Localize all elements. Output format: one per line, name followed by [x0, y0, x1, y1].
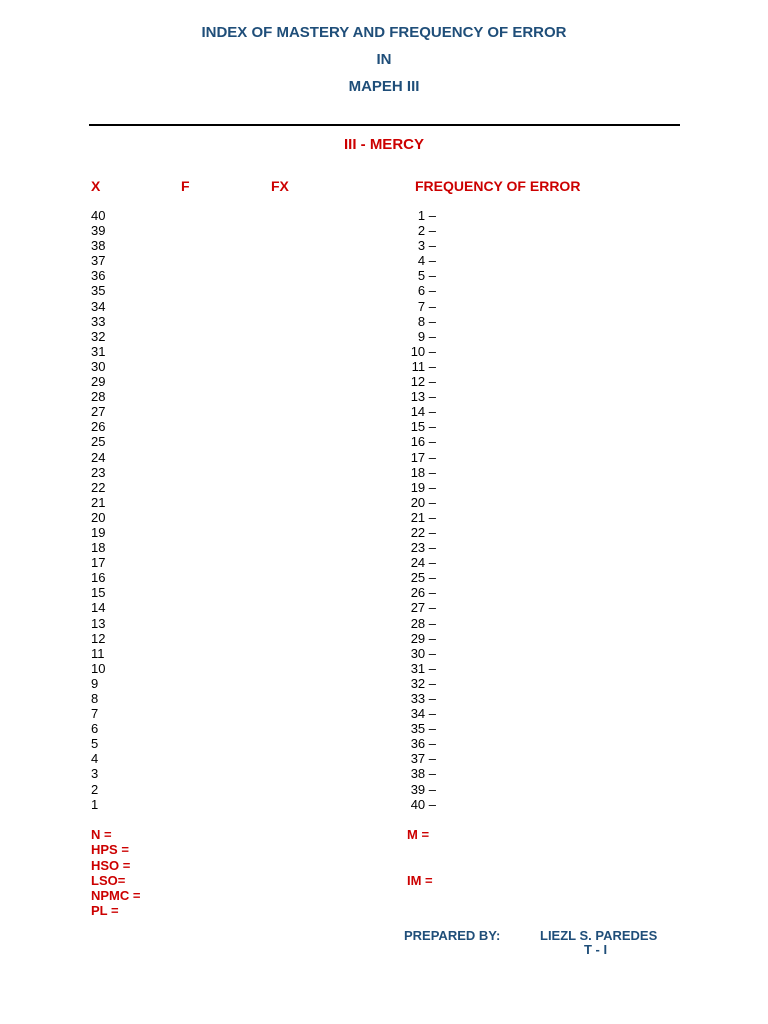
x-value: 26: [91, 419, 106, 435]
error-item: 38 –: [410, 766, 436, 782]
stat-hps: HPS =: [91, 842, 129, 858]
x-value: 10: [91, 660, 106, 676]
stat-hso: HSO =: [91, 857, 131, 873]
stat-im: IM =: [407, 873, 433, 888]
x-value: 8: [91, 691, 99, 706]
stat-n: N =: [91, 827, 112, 842]
error-item: 4 –: [417, 253, 436, 269]
x-value: 16: [91, 570, 106, 586]
x-value: 13: [91, 615, 106, 631]
error-item: 37 –: [410, 751, 436, 767]
stat-pl: PL =: [91, 903, 119, 919]
x-value: 31: [91, 343, 106, 359]
error-item: 35 –: [410, 721, 436, 737]
x-value: 20: [91, 509, 106, 525]
error-item: 12 –: [410, 374, 436, 390]
error-item: 21 –: [410, 509, 436, 525]
error-item: 28 –: [410, 615, 436, 631]
error-item: 1 –: [417, 208, 436, 223]
error-item: 11 –: [411, 358, 436, 374]
x-value: 29: [91, 374, 106, 390]
error-item: 3 –: [417, 238, 436, 254]
error-item: 20 –: [410, 494, 436, 510]
section-title: III - MERCY: [343, 136, 424, 153]
x-value: 11: [91, 645, 105, 661]
error-item: 6 –: [417, 283, 436, 299]
column-header-fx: FX: [271, 178, 289, 194]
statistics-list: [91, 827, 140, 919]
x-value: 39: [91, 223, 106, 239]
x-value: 3: [91, 766, 99, 782]
x-values-list: [91, 208, 105, 812]
prepared-by-label: PREPARED BY:: [404, 928, 501, 943]
x-value: 15: [91, 585, 106, 601]
x-value: 9: [91, 675, 99, 691]
error-item: 8 –: [417, 313, 436, 329]
error-items-list: [396, 208, 436, 812]
error-item: 32 –: [410, 675, 436, 691]
x-value: 12: [91, 630, 106, 646]
error-item: 22 –: [410, 524, 436, 540]
error-item: 40 –: [410, 796, 436, 812]
error-item: 2 –: [417, 223, 436, 239]
error-item: 29 –: [410, 630, 436, 646]
error-item: 27 –: [410, 600, 436, 616]
stat-npmc: NPMC =: [91, 888, 141, 904]
stat-lso: LSO=: [91, 872, 126, 888]
title-line-3: MAPEH III: [348, 78, 420, 95]
x-value: 18: [91, 540, 106, 556]
x-value: 22: [91, 479, 106, 495]
error-item: 25 –: [410, 570, 436, 586]
column-header-frequency-of-error: FREQUENCY OF ERROR: [415, 178, 581, 194]
title-line-2: IN: [376, 51, 392, 68]
error-item: 17 –: [410, 449, 436, 465]
x-value: 24: [91, 449, 106, 465]
x-value: 25: [91, 434, 106, 450]
x-value: 17: [91, 555, 106, 571]
x-value: 37: [91, 253, 106, 269]
title-line-1: INDEX OF MASTERY AND FREQUENCY OF ERROR: [201, 24, 567, 41]
x-value: 5: [91, 736, 99, 752]
x-value: 34: [91, 298, 106, 314]
error-item: 19 –: [410, 479, 436, 495]
error-item: 34 –: [410, 706, 436, 722]
error-item: 30 –: [410, 645, 436, 661]
column-header-f: F: [181, 178, 190, 194]
x-value: 28: [91, 389, 106, 405]
x-value: 1: [91, 796, 99, 812]
column-header-x: X: [91, 178, 101, 194]
x-value: 27: [91, 404, 106, 420]
x-value: 30: [91, 358, 106, 374]
error-item: 23 –: [410, 540, 436, 556]
x-value: 36: [91, 268, 106, 284]
x-value: 32: [91, 328, 106, 344]
x-value: 33: [91, 313, 106, 329]
error-item: 31 –: [410, 660, 436, 676]
x-value: 23: [91, 464, 106, 480]
error-item: 10 –: [410, 343, 436, 359]
error-item: 7 –: [417, 298, 436, 314]
error-item: 33 –: [410, 691, 436, 706]
x-value: 19: [91, 524, 106, 540]
error-item: 24 –: [410, 555, 436, 571]
error-item: 14 –: [410, 404, 436, 420]
x-value: 2: [91, 781, 99, 797]
preparer-position: T - I: [584, 942, 608, 957]
x-value: 35: [91, 283, 106, 299]
x-value: 7: [91, 706, 99, 722]
error-item: 9 –: [417, 328, 436, 344]
error-item: 18 –: [410, 464, 436, 480]
stat-m: M =: [407, 827, 430, 842]
x-value: 40: [91, 208, 106, 223]
error-item: 36 –: [410, 736, 436, 752]
x-value: 4: [91, 751, 99, 767]
x-value: 38: [91, 238, 106, 254]
x-value: 14: [91, 600, 106, 616]
error-item: 39 –: [410, 781, 436, 797]
error-item: 26 –: [410, 585, 436, 601]
x-value: 6: [91, 721, 99, 737]
divider-rule: [89, 124, 680, 126]
x-value: 21: [91, 494, 106, 510]
preparer-name: LIEZL S. PAREDES: [540, 928, 658, 943]
error-item: 16 –: [410, 434, 436, 450]
error-item: 5 –: [417, 268, 436, 284]
error-item: 15 –: [410, 419, 436, 435]
error-item: 13 –: [410, 389, 436, 405]
